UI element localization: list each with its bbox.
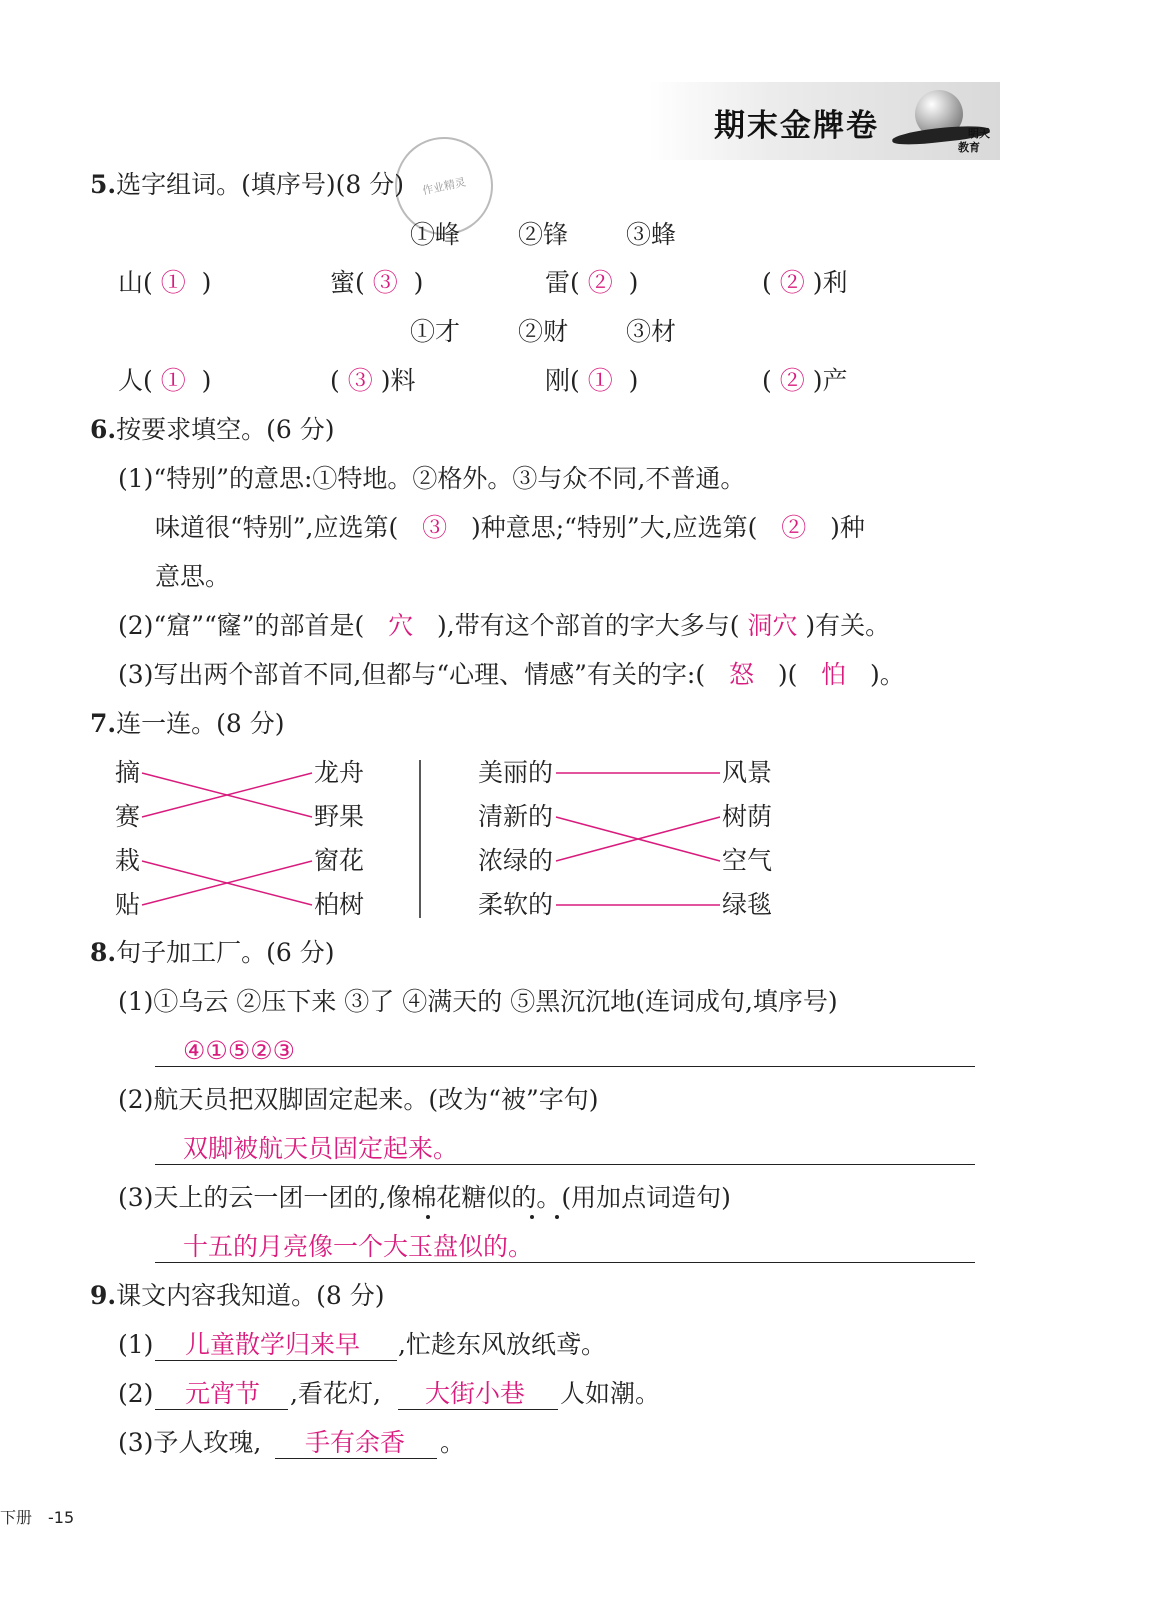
match-left-target: 窗花 (314, 846, 365, 875)
brand-line2: 教育 (958, 141, 980, 154)
answer-line (155, 1360, 397, 1361)
q5-options-1: ①峰 ②锋 ③蜂 (410, 220, 676, 249)
q8-heading: 8.句子加工厂。(6 分) (90, 938, 335, 967)
match-right-word: 清新的 (478, 802, 554, 831)
q6-heading: 6.按要求填空。(6 分) (90, 415, 335, 444)
answer-line (155, 1262, 975, 1263)
match-left-target: 龙舟 (314, 758, 365, 787)
answer-line (155, 1164, 975, 1165)
match-left-word: 贴 (115, 890, 141, 919)
q5-item: 山( ① ) (118, 268, 212, 297)
q6-part1: (1)“特别”的意思:①特地。②格外。③与众不同,不普通。 (118, 464, 746, 493)
q6-part3: (3)写出两个部首不同,但都与“心理、情感”有关的字:( 怒 )( 怕 )。 (118, 660, 905, 689)
q8-part2: (2)航天员把双脚固定起来。(改为“被”字句) (118, 1085, 599, 1114)
q5-item: 雷( ② ) (545, 268, 639, 297)
match-right-word: 美丽的 (478, 758, 554, 787)
q8-part3-answer: 十五的月亮像一个大玉盘似的。 (183, 1232, 534, 1261)
q6-part1-line2: 味道很“特别”,应选第( ③ )种意思;“特别”大,应选第( ② )种 (155, 513, 865, 542)
q9-part2-answer2: 大街小巷 (425, 1379, 526, 1408)
q8-part2-answer: 双脚被航天员固定起来。 (183, 1134, 459, 1163)
q5-item: ( ③ )料 (330, 366, 416, 395)
q7-heading: 7.连一连。(8 分) (90, 709, 285, 738)
q5-item: 人( ① ) (118, 366, 212, 395)
q5-item: ( ② )产 (762, 366, 848, 395)
match-left-word: 摘 (115, 758, 141, 787)
match-right-target: 树荫 (722, 802, 773, 831)
q9-part2-end: 人如潮。 (560, 1379, 661, 1408)
q9-part1-text: ,忙趁东风放纸鸢。 (398, 1330, 606, 1359)
match-left-word: 赛 (115, 802, 141, 831)
match-left-target: 柏树 (314, 890, 365, 919)
q6-part1-line3: 意思。 (155, 562, 231, 591)
emphasis-dot (426, 1215, 430, 1219)
match-left-word: 栽 (115, 846, 141, 875)
match-right-word: 浓绿的 (478, 846, 554, 875)
q8-part3: (3)天上的云一团一团的,像棉花糖似的。(用加点词造句) (118, 1183, 731, 1212)
match-lines (110, 760, 800, 930)
brand-line1: 明天 (968, 127, 990, 140)
watermark-stamp: 作业精灵 (386, 128, 502, 244)
match-right-target: 空气 (722, 846, 773, 875)
q5-heading: 5.选字组词。(填序号)(8 分) (90, 170, 404, 199)
match-right-target: 风景 (722, 758, 773, 787)
q9-part2-answer1: 元宵节 (185, 1379, 261, 1408)
match-left-target: 野果 (314, 802, 365, 831)
q9-part2-label: (2) (118, 1379, 154, 1408)
page-footer: 下册 -15 (0, 1508, 75, 1527)
q9-part1-answer: 儿童散学归来早 (185, 1330, 361, 1359)
q9-heading: 9.课文内容我知道。(8 分) (90, 1281, 385, 1310)
match-right-word: 柔软的 (478, 890, 554, 919)
answer-line (155, 1066, 975, 1067)
q5-item: ( ② )利 (762, 268, 848, 297)
answer-line (398, 1409, 558, 1410)
q5-item: 刚( ① ) (545, 366, 639, 395)
answer-line (275, 1458, 437, 1459)
emphasis-dot (530, 1215, 534, 1219)
q9-part3-text: (3)予人玫瑰, (118, 1428, 262, 1457)
q9-part2-text: ,看花灯, (290, 1379, 381, 1408)
answer-line (155, 1409, 288, 1410)
q8-part1-answer: ④①⑤②③ (183, 1036, 296, 1065)
q6-part2: (2)“窟”“窿”的部首是( 穴 ),带有这个部首的字大多与( 洞穴 )有关。 (118, 611, 891, 640)
q9-part3-end: 。 (440, 1428, 466, 1457)
q5-options-2: ①才 ②财 ③材 (410, 317, 676, 346)
matching-exercise (110, 760, 800, 930)
q8-part1: (1)①乌云 ②压下来 ③了 ④满天的 ⑤黑沉沉地(连词成句,填序号) (118, 987, 838, 1016)
match-right-target: 绿毯 (722, 890, 773, 919)
page-title: 期末金牌卷 (714, 108, 879, 144)
q5-item: 蜜( ③ ) (330, 268, 424, 297)
q9-part1-label: (1) (118, 1330, 154, 1359)
emphasis-dot (555, 1215, 559, 1219)
q9-part3-answer: 手有余香 (305, 1428, 406, 1457)
